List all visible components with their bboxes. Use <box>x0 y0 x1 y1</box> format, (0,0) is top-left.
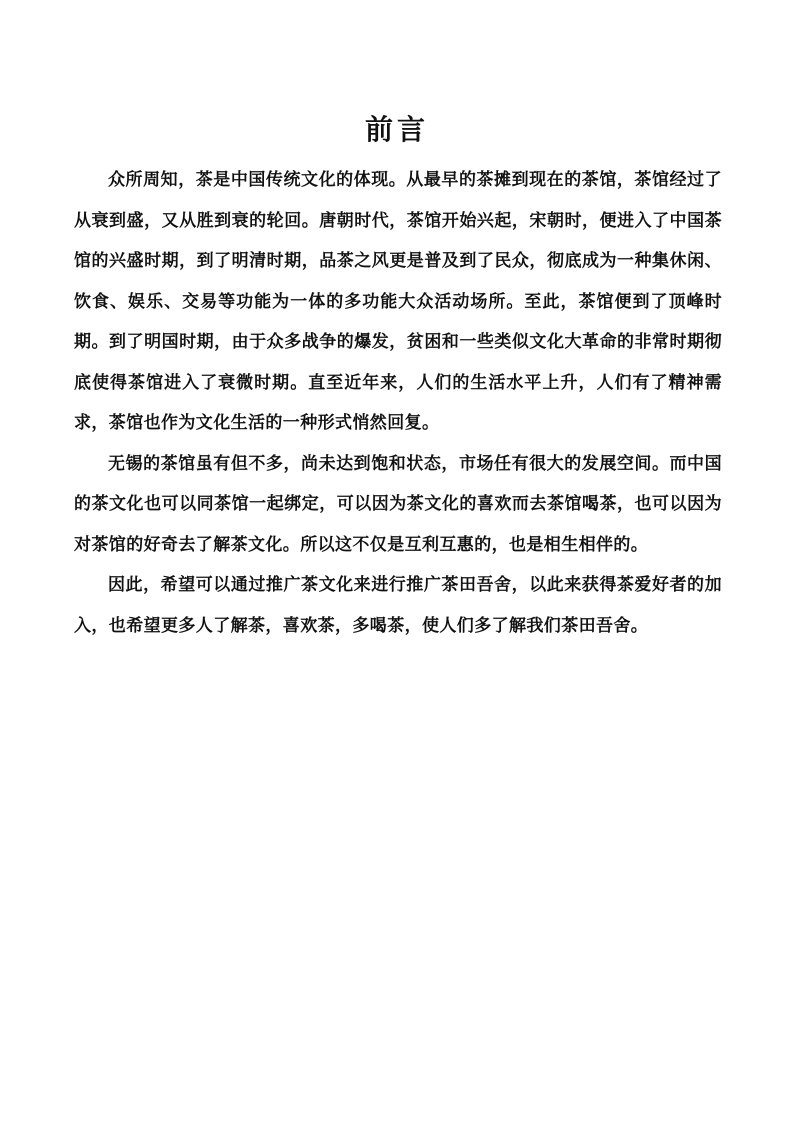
document-body <box>74 160 722 646</box>
paragraph-intro: 众所周知，茶是中国传统文化的体现。从最早的茶摊到现在的茶馆，茶馆经过了从衰到盛，又从胜到衰的轮回。唐朝时代，茶馆开始兴起，宋朝时，便进入了中国茶馆的兴盛时期，到了明清时期，品茶之风更是普及到了民众，彻底成为一种集休闲、饮食、娱乐、交易等功能为一体的多功能大众活动场所。至此，茶馆便到了顶峰时期。到了明国时期，由于众多战争的爆发，贫困和一些类似文化大革命的非常时期彻底使得茶馆进入了衰微时期。直至近年来，人们的生活水平上升，人们有了精神需求，茶馆也作为文化生活的一种形式悄然回复。 <box>74 170 722 433</box>
page-title: 前言 <box>364 113 429 146</box>
paragraph-wuxi-market: 无锡的茶馆虽有但不多，尚未达到饱和状态，市场任有很大的发展空间。而中国的茶文化也可以同茶馆一起绑定，可以因为茶文化的喜欢而去茶馆喝茶，也可以因为对茶馆的好奇去了解茶文化。所以这不仅是互利互惠的，也是相生相伴的。 <box>74 453 722 555</box>
paragraph-conclusion: 因此，希望可以通过推广茶文化来进行推广茶田吾舍，以此来获得茶爱好者的加入，也希望更多人了解茶，喜欢茶，多喝茶，使人们多了解我们茶田吾舍。 <box>74 575 722 636</box>
